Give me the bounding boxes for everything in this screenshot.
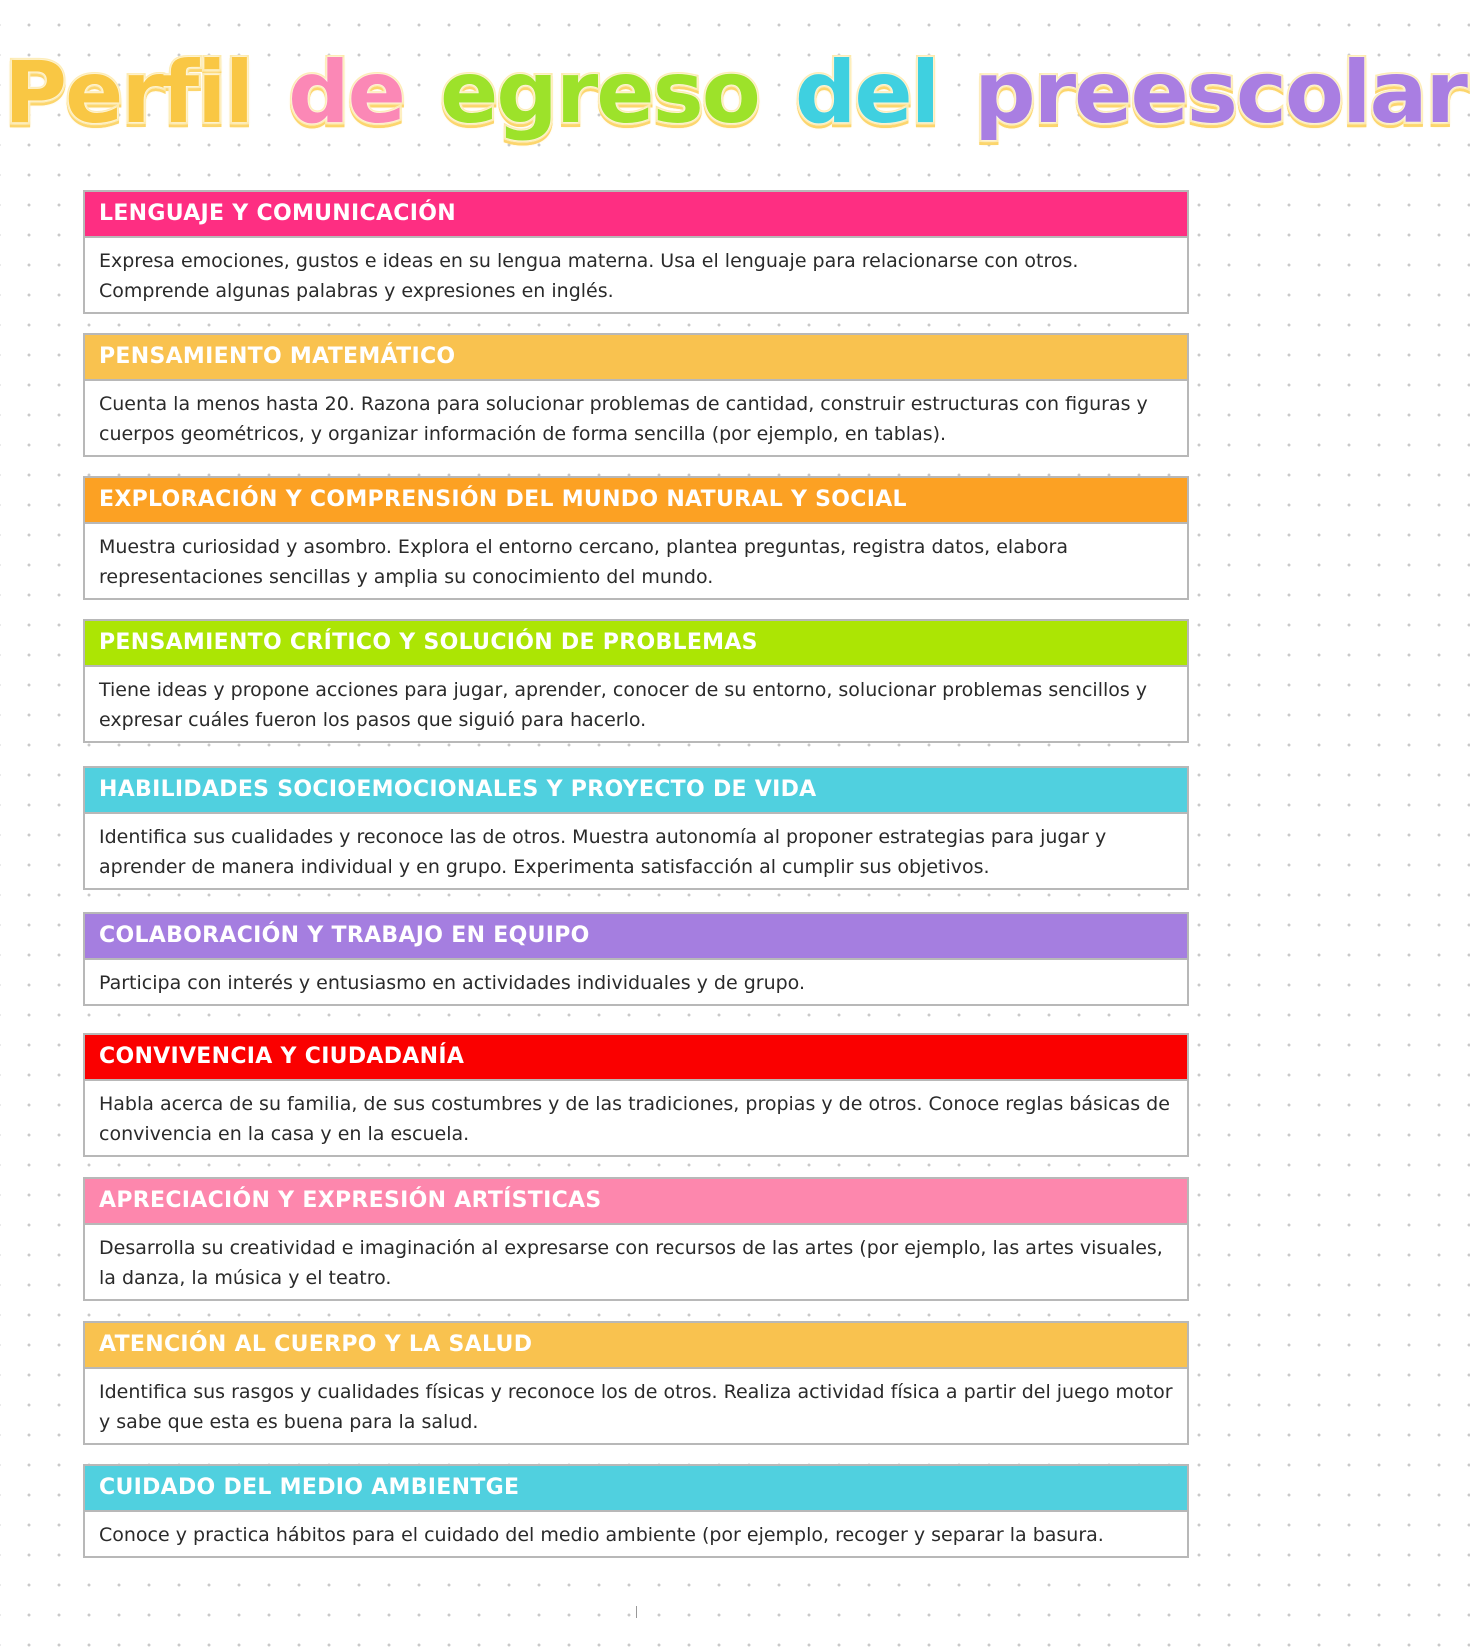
section-heading: EXPLORACIÓN Y COMPRENSIÓN DEL MUNDO NATURAL Y SOCIAL [85,478,1187,524]
section-convivencia [83,1033,1189,1157]
title-word-preescolar: preescolar [974,43,1466,143]
section-medio-ambiente [83,1464,1189,1558]
section-text: Identifica sus rasgos y cualidades físicas y reconoce los de otros. Realiza actividad física a partir del juego motor y sabe que esta es buena para la salud. [85,1369,1187,1443]
section-heading: PENSAMIENTO MATEMÁTICO [85,335,1187,381]
section-text: Habla acerca de su familia, de sus costumbres y de las tradiciones, propias y de otros. Conoce reglas básicas de convivencia en la casa y en la escuela. [85,1081,1187,1155]
section-text: Tiene ideas y propone acciones para jugar, aprender, conocer de su entorno, solucionar problemas sencillos y expresar cuáles fueron los pasos que siguió para hacerlo. [85,667,1187,741]
section-lenguaje [83,190,1189,314]
section-text: Participa con interés y entusiasmo en actividades individuales y de grupo. [85,960,1187,1004]
section-text: Identifica sus cualidades y reconoce las de otros. Muestra autonomía al proponer estrategias para jugar y aprender de manera individual y en grupo. Experimenta satisfacción al cumplir sus objetivos. [85,814,1187,888]
page-center-mark [636,1606,637,1618]
section-pensamiento-matematico [83,333,1189,457]
section-text: Conoce y practica hábitos para el cuidado del medio ambiente (por ejemplo, recoger y separar la basura. [85,1512,1187,1556]
title-word-egreso: egreso [439,43,759,143]
section-heading: ATENCIÓN AL CUERPO Y LA SALUD [85,1323,1187,1369]
section-text: Desarrolla su creatividad e imaginación al expresarse con recursos de las artes (por ejemplo, las artes visuales, la danza, la música y el teatro. [85,1225,1187,1299]
section-apreciacion [83,1177,1189,1301]
section-text: Muestra curiosidad y asombro. Explora el entorno cercano, plantea preguntas, registra datos, elabora representaciones sencillas y amplia su conocimiento del mundo. [85,524,1187,598]
section-heading: APRECIACIÓN Y EXPRESIÓN ARTÍSTICAS [85,1179,1187,1225]
section-heading: CONVIVENCIA Y CIUDADANÍA [85,1035,1187,1081]
title-word-del: del [794,43,939,143]
section-heading: PENSAMIENTO CRÍTICO Y SOLUCIÓN DE PROBLEMAS [85,621,1187,667]
section-habilidades [83,766,1189,890]
section-text: Expresa emociones, gustos e ideas en su lengua materna. Usa el lenguaje para relacionarse con otros. Comprende algunas palabras y expresiones en inglés. [85,238,1187,312]
section-pensamiento-critico [83,619,1189,743]
section-text: Cuenta la menos hasta 20. Razona para solucionar problemas de cantidad, construir estructuras con figuras y cuerpos geométricos, y organizar información de forma sencilla (por ejemplo, en tablas). [85,381,1187,455]
page-title [0,38,1466,148]
section-exploracion [83,476,1189,600]
title-word-perfil: Perfil [4,43,253,143]
section-heading: CUIDADO DEL MEDIO AMBIENTGE [85,1466,1187,1512]
section-heading: HABILIDADES SOCIOEMOCIONALES Y PROYECTO DE VIDA [85,768,1187,814]
section-atencion-cuerpo [83,1321,1189,1445]
title-word-de: de [288,43,404,143]
section-heading: COLABORACIÓN Y TRABAJO EN EQUIPO [85,914,1187,960]
section-colaboracion [83,912,1189,1006]
section-heading: LENGUAJE Y COMUNICACIÓN [85,192,1187,238]
